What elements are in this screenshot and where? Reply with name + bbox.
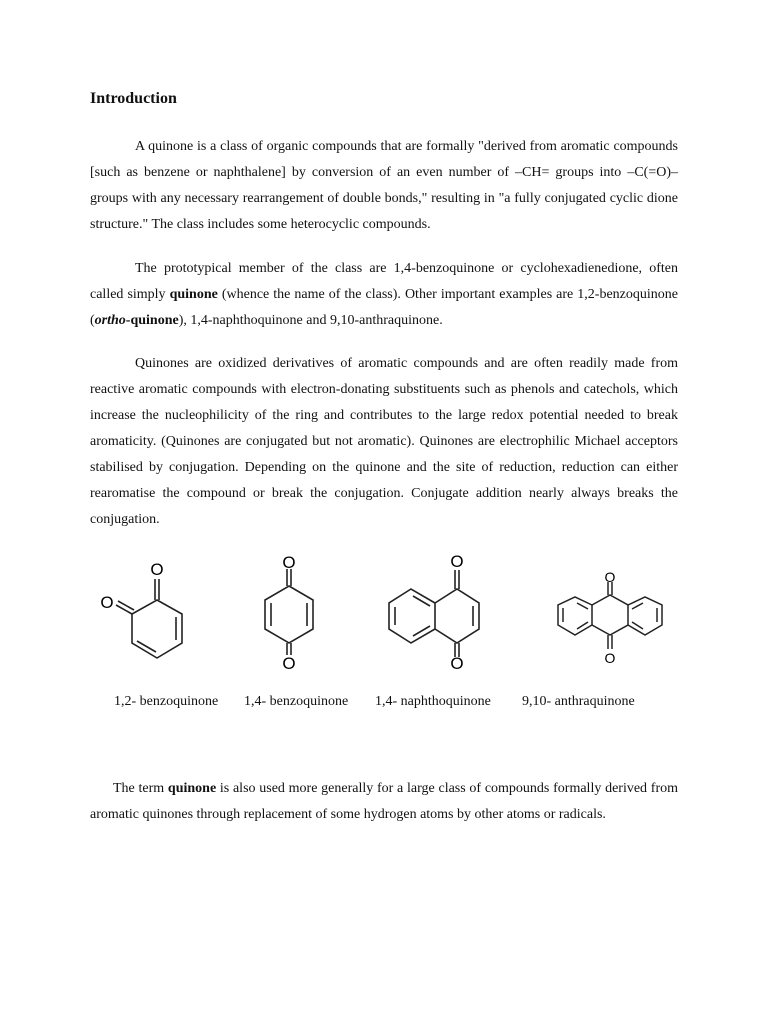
oxygen-label: O — [282, 654, 296, 670]
structure-captions — [0, 694, 768, 714]
term-ortho-quinone: -quinone — [125, 313, 179, 328]
oxygen-label: O — [450, 654, 464, 670]
structure-figure — [90, 545, 690, 675]
paragraph-oxidation: Quinones are oxidized derivatives of aromatic compounds and are often readily made from reactive aromatic compounds with electron-donating substituents such as phenols and catechols, which increase the nucleophilicity of the ring and contributes to the large redox potential needed to break aromaticity. (Quinones are conjugated but not aromatic). Quinones are electrophilic Michael acceptors stabilised by conjugation. Depending on the quinone and the site of reduction, reduction can either rearomatise the compound or break the conjugation. Conjugate addition nearly always breaks the conjugation. — [90, 356, 678, 527]
oxygen-label: O — [604, 650, 616, 666]
structure-1-4-naphthoquinone — [385, 545, 495, 670]
para2-text-1: The prototypical member of the class are 1,4-benzoquinone or cyclohexadienedione, often called simply — [90, 261, 678, 302]
oxygen-label: O — [282, 553, 296, 572]
para2-text-3: ), 1,4-naphthoquinone and 9,10-anthraquinone. — [178, 313, 443, 328]
caption-1-4-benzoquinone: 1,4- benzoquinone — [244, 694, 349, 709]
oxygen-label: O — [604, 569, 616, 585]
para2-text-2: (whence the name of the class). Other important examples are 1,2-benzoquinone ( — [90, 287, 678, 328]
section-heading: Introduction — [90, 90, 177, 107]
structure-1-4-benzoquinone — [250, 545, 330, 670]
caption-9-10-anthraquinone: 9,10- anthraquinone — [522, 694, 635, 709]
structure-1-2-benzoquinone — [90, 545, 190, 670]
paragraph-prototypical — [90, 256, 678, 334]
paragraph-definition: A quinone is a class of organic compounds that are formally "derived from aromatic compounds [such as benzene or naphthalene] by conversion of an even number of –CH= groups into –C(=O)– groups with any necessary rearrangement of double bonds," resulting in "a fully conjugated cyclic dione structure." The class includes some heterocyclic compounds. — [90, 139, 678, 232]
term-quinone: quinone — [167, 781, 217, 796]
paragraph-general-term — [90, 776, 678, 828]
para4-text-2: is also used more generally for a large class of compounds formally derived from aromatic quinones through replacement of some hydrogen atoms by other atoms or radicals. — [90, 781, 678, 822]
oxygen-label: O — [100, 593, 114, 612]
oxygen-label: O — [450, 552, 464, 571]
structure-9-10-anthraquinone — [552, 545, 672, 670]
para4-text-1: The term — [113, 781, 168, 796]
term-quinone: quinone — [169, 287, 218, 302]
caption-1-4-naphthoquinone: 1,4- naphthoquinone — [375, 694, 491, 709]
caption-1-2-benzoquinone: 1,2- benzoquinone — [114, 694, 219, 709]
oxygen-label: O — [150, 560, 164, 579]
term-ortho: ortho — [94, 313, 126, 328]
